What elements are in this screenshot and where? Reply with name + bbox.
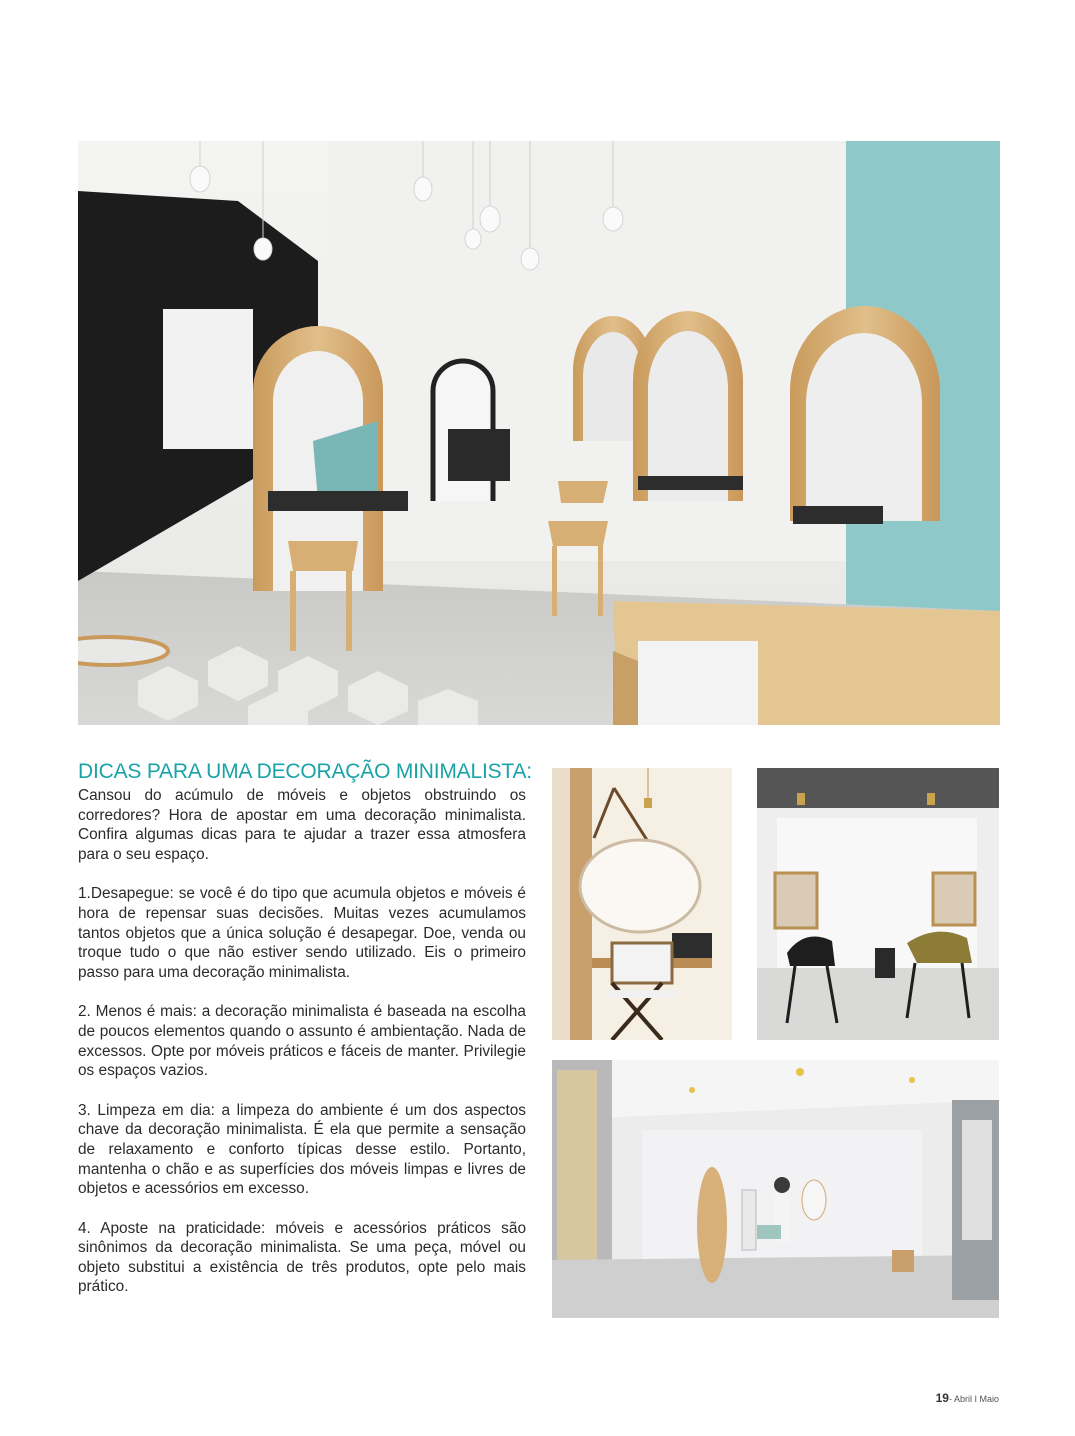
page-number: 19	[935, 1391, 949, 1405]
footer-separator: -	[948, 1394, 952, 1404]
tip-paragraph: 1.Desapegue: se você é do tipo que acumula objetos e móveis é hora de repensar suas decisões. Muitas vezes acumulamos tantos objetos que a única solução é desapegar. Doe, venda ou troque tudo o que não estiver sendo utilizado. Eis o primeiro passo para uma decoração minimalista.	[78, 885, 526, 981]
article-body	[78, 786, 526, 1317]
issue-period: Abril I Maio	[951, 1394, 999, 1404]
tip-paragraph: 2. Menos é mais: a decoração minimalista é baseada na escolha de poucos elementos quando o assunto é ambientação. Nada de excessos. Opte por móveis práticos e fáceis de manter. Privilegie os espaços vazios.	[78, 1003, 526, 1080]
photo-white-room-chairs	[757, 768, 999, 1040]
intro-paragraph: Cansou do acúmulo de móveis e objetos obstruindo os corredores? Hora de apostar em uma decoração minimalista. Confira algumas dicas para te ajudar a trazer essa atmosfera para o seu espaço.	[78, 787, 526, 863]
photo-mirror-director-chair	[552, 768, 732, 1040]
tip-paragraph: 3. Limpeza em dia: a limpeza do ambiente é um dos aspectos chave da decoração minimalista. É ela que permite a sensação de relaxamento e conforto típicas desse estilo. Portanto, mantenha o chão e as superfícies dos móveis limpas e livres de objetos e acessórios em excesso.	[78, 1101, 526, 1198]
page-footer	[936, 1389, 999, 1407]
photo-long-salon	[552, 1060, 999, 1318]
section-heading: DICAS PARA UMA DECORAÇÃO MINIMALISTA:	[78, 760, 532, 783]
hero-photo-salon	[78, 141, 1000, 725]
tip-paragraph: 4. Aposte na praticidade: móveis e acessórios práticos são sinônimos da decoração minimalista. Se uma peça, móvel ou objeto substitui a existência de três produtos, opte pelo mais prático.	[78, 1219, 526, 1296]
